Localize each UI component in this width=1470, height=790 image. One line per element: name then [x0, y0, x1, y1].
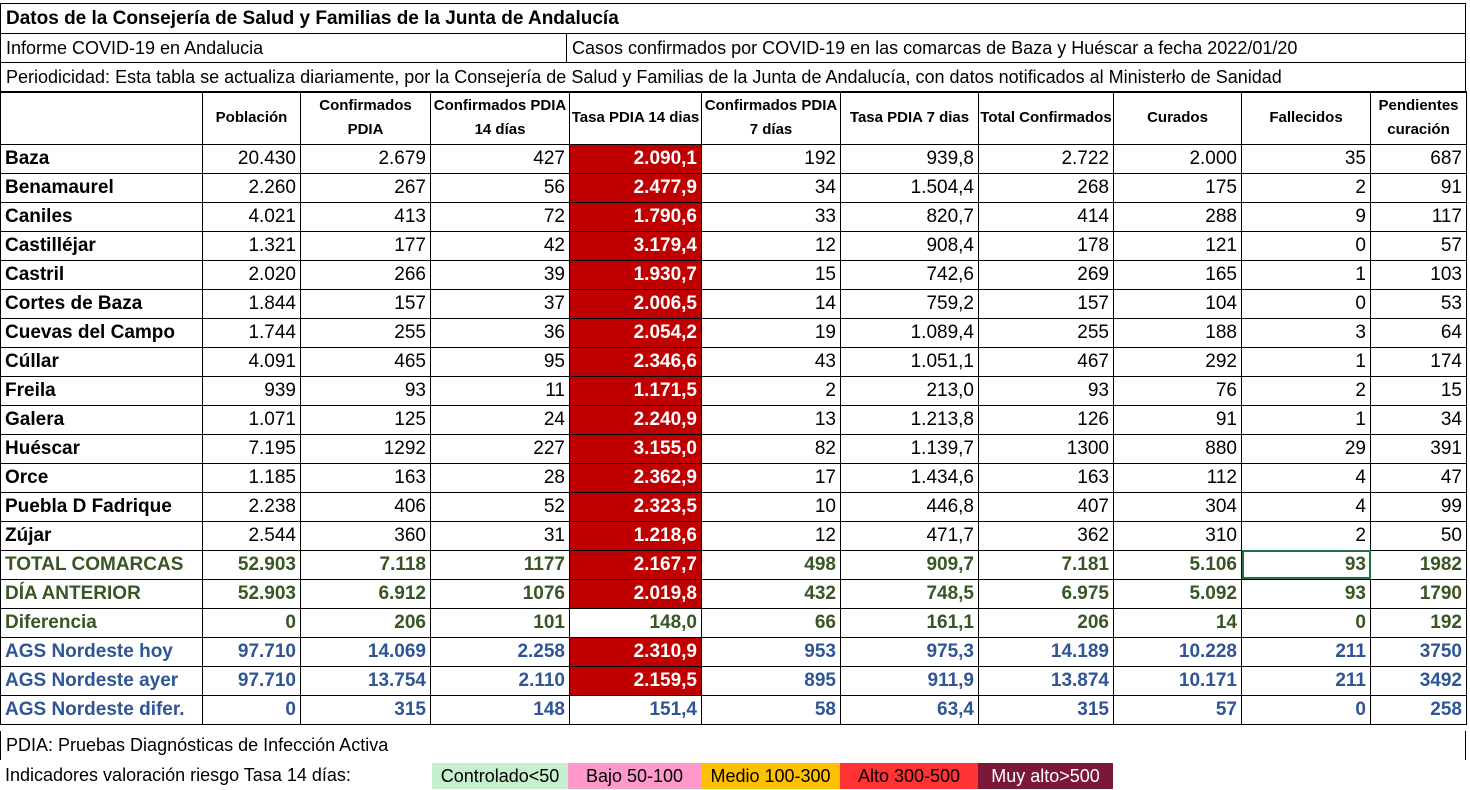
row-label[interactable]: Orce [1, 463, 203, 492]
municipality-row [1, 231, 1467, 260]
cell[interactable]: 953 [702, 637, 841, 666]
cell[interactable]: 465 [301, 347, 431, 376]
municipality-row [1, 434, 1467, 463]
cell[interactable]: 13 [702, 405, 841, 434]
cell[interactable]: 3492 [1371, 666, 1467, 695]
cell[interactable]: 14 [702, 289, 841, 318]
column-header[interactable]: Tasa PDIA 7 dias [841, 92, 979, 144]
cell[interactable]: 432 [702, 579, 841, 608]
cell[interactable]: 5.092 [1114, 579, 1242, 608]
cell[interactable]: 9 [1242, 202, 1371, 231]
cell[interactable]: 37 [431, 289, 570, 318]
row-label[interactable]: Galera [1, 405, 203, 434]
cell[interactable]: 1.089,4 [841, 318, 979, 347]
cell[interactable]: 36 [431, 318, 570, 347]
cell[interactable]: 1 [1242, 347, 1371, 376]
cell[interactable]: 0 [1242, 695, 1371, 724]
row-label[interactable]: Diferencia [1, 608, 203, 637]
cell[interactable]: 288 [1114, 202, 1242, 231]
cell[interactable]: 413 [301, 202, 431, 231]
comarca-summary-row [1, 579, 1467, 608]
row-label[interactable]: Castilléjar [1, 231, 203, 260]
cell[interactable]: 467 [979, 347, 1114, 376]
cell[interactable]: 101 [431, 608, 570, 637]
cell[interactable]: 2.006,5 [570, 289, 702, 318]
risk-legend-swatch: Muy alto>500 [978, 763, 1113, 789]
column-header[interactable]: Pendientes curación [1371, 92, 1467, 144]
cell[interactable]: 1.185 [203, 463, 301, 492]
cell[interactable]: 121 [1114, 231, 1242, 260]
cell[interactable]: 91 [1114, 405, 1242, 434]
column-header[interactable]: Población [203, 92, 301, 144]
column-header[interactable]: Fallecidos [1242, 92, 1371, 144]
cell[interactable]: 126 [979, 405, 1114, 434]
cell[interactable]: 33 [702, 202, 841, 231]
report-title: Datos de la Consejería de Salud y Familias de la Junta de Andalucía [0, 3, 1466, 33]
cell[interactable]: 2.090,1 [570, 144, 702, 173]
cell[interactable]: 2 [1242, 173, 1371, 202]
cell[interactable]: 895 [702, 666, 841, 695]
cell[interactable]: 7.195 [203, 434, 301, 463]
cell[interactable]: 163 [979, 463, 1114, 492]
row-label[interactable]: Zújar [1, 521, 203, 550]
cell[interactable]: 1.790,6 [570, 202, 702, 231]
cell[interactable]: 31 [431, 521, 570, 550]
municipality-row [1, 492, 1467, 521]
cell[interactable]: 2.110 [431, 666, 570, 695]
cell[interactable]: 4.091 [203, 347, 301, 376]
cell[interactable]: 3.179,4 [570, 231, 702, 260]
cell[interactable]: 820,7 [841, 202, 979, 231]
row-label[interactable]: Cúllar [1, 347, 203, 376]
cell[interactable]: 64 [1371, 318, 1467, 347]
municipality-row [1, 405, 1467, 434]
cell[interactable]: 266 [301, 260, 431, 289]
cell[interactable]: 427 [431, 144, 570, 173]
cell[interactable]: 17 [702, 463, 841, 492]
cell[interactable]: 2 [1242, 521, 1371, 550]
risk-legend-row [0, 761, 1466, 790]
row-label[interactable]: Cuevas del Campo [1, 318, 203, 347]
cell[interactable]: 97.710 [203, 666, 301, 695]
comarca-summary-row [1, 608, 1467, 637]
cell[interactable]: 10.171 [1114, 666, 1242, 695]
row-label[interactable]: Huéscar [1, 434, 203, 463]
cell[interactable]: 35 [1242, 144, 1371, 173]
cell[interactable]: 1.744 [203, 318, 301, 347]
cell[interactable]: 268 [979, 173, 1114, 202]
cell[interactable]: 14 [1114, 608, 1242, 637]
cell[interactable]: 1076 [431, 579, 570, 608]
report-info-row [0, 33, 1466, 62]
cell[interactable]: 165 [1114, 260, 1242, 289]
row-label[interactable]: TOTAL COMARCAS [1, 550, 203, 579]
cell[interactable]: 2.167,7 [570, 550, 702, 579]
cell[interactable]: 157 [979, 289, 1114, 318]
cell[interactable]: 28 [431, 463, 570, 492]
column-header[interactable]: Curados [1114, 92, 1242, 144]
column-header[interactable]: Confirmados PDIA 14 días [431, 92, 570, 144]
risk-legend-swatch: Bajo 50-100 [568, 763, 701, 789]
cell[interactable]: 66 [702, 608, 841, 637]
row-label[interactable]: Caniles [1, 202, 203, 231]
cell[interactable]: 1292 [301, 434, 431, 463]
cell[interactable]: 2.323,5 [570, 492, 702, 521]
cell[interactable]: 175 [1114, 173, 1242, 202]
municipality-row [1, 173, 1467, 202]
cell[interactable]: 97.710 [203, 637, 301, 666]
cell[interactable]: 2.544 [203, 521, 301, 550]
cell[interactable]: 1790 [1371, 579, 1467, 608]
cell[interactable]: 15 [1371, 376, 1467, 405]
cell[interactable]: 157 [301, 289, 431, 318]
cell[interactable]: 53 [1371, 289, 1467, 318]
cell[interactable]: 2.722 [979, 144, 1114, 173]
cell[interactable]: 192 [1371, 608, 1467, 637]
cell[interactable]: 3.155,0 [570, 434, 702, 463]
cell[interactable]: 498 [702, 550, 841, 579]
cell[interactable]: 15 [702, 260, 841, 289]
header-blank[interactable] [1, 92, 203, 144]
ags-summary-row [1, 637, 1467, 666]
cell[interactable]: 4 [1242, 463, 1371, 492]
cell[interactable]: 2.019,8 [570, 579, 702, 608]
cell[interactable]: 2.000 [1114, 144, 1242, 173]
cell[interactable]: 4.021 [203, 202, 301, 231]
cell[interactable]: 880 [1114, 434, 1242, 463]
cell[interactable]: 360 [301, 521, 431, 550]
municipality-row [1, 463, 1467, 492]
cell[interactable]: 269 [979, 260, 1114, 289]
row-label[interactable]: Freila [1, 376, 203, 405]
cell[interactable]: 911,9 [841, 666, 979, 695]
risk-legend-label: Indicadores valoración riesgo Tasa 14 días: [5, 765, 351, 785]
cell[interactable]: 315 [301, 695, 431, 724]
municipality-row [1, 521, 1467, 550]
cell[interactable]: 52 [431, 492, 570, 521]
cell[interactable]: 14.189 [979, 637, 1114, 666]
cell[interactable]: 414 [979, 202, 1114, 231]
cell[interactable]: 177 [301, 231, 431, 260]
cell[interactable]: 93 [1242, 579, 1371, 608]
cell[interactable]: 0 [203, 608, 301, 637]
cell[interactable]: 91 [1371, 173, 1467, 202]
row-label[interactable]: AGS Nordeste difer. [1, 695, 203, 724]
municipality-row [1, 289, 1467, 318]
cell[interactable]: 192 [702, 144, 841, 173]
cell[interactable]: 12 [702, 231, 841, 260]
cell[interactable]: 2.238 [203, 492, 301, 521]
cell[interactable]: 178 [979, 231, 1114, 260]
cell[interactable]: 1300 [979, 434, 1114, 463]
row-label[interactable]: DÍA ANTERIOR [1, 579, 203, 608]
cell[interactable]: 292 [1114, 347, 1242, 376]
cell[interactable]: 1.218,6 [570, 521, 702, 550]
cell[interactable]: 112 [1114, 463, 1242, 492]
cell[interactable]: 52.903 [203, 550, 301, 579]
cell[interactable]: 76 [1114, 376, 1242, 405]
cell[interactable]: 95 [431, 347, 570, 376]
cell[interactable]: 4 [1242, 492, 1371, 521]
cell[interactable]: 1.844 [203, 289, 301, 318]
cell[interactable]: 391 [1371, 434, 1467, 463]
cell[interactable]: 6.912 [301, 579, 431, 608]
cell[interactable]: 151,4 [570, 695, 702, 724]
municipality-row [1, 260, 1467, 289]
row-label[interactable]: Benamaurel [1, 173, 203, 202]
cell[interactable]: 93 [301, 376, 431, 405]
cell[interactable]: 2 [1242, 376, 1371, 405]
cell[interactable]: 57 [1114, 695, 1242, 724]
risk-legend-swatch: Controlado<50 [432, 763, 568, 789]
cell[interactable]: 213,0 [841, 376, 979, 405]
cell[interactable]: 7.118 [301, 550, 431, 579]
cell[interactable]: 3 [1242, 318, 1371, 347]
cell[interactable]: 310 [1114, 521, 1242, 550]
cell[interactable]: 1.071 [203, 405, 301, 434]
cell[interactable]: 117 [1371, 202, 1467, 231]
cell[interactable]: 0 [1242, 289, 1371, 318]
cell[interactable]: 39 [431, 260, 570, 289]
cell[interactable]: 161,1 [841, 608, 979, 637]
column-header[interactable]: Total Confirmados [979, 92, 1114, 144]
cell[interactable]: 446,8 [841, 492, 979, 521]
cell[interactable]: 11 [431, 376, 570, 405]
cell[interactable]: 1 [1242, 260, 1371, 289]
cell[interactable]: 909,7 [841, 550, 979, 579]
cell[interactable]: 908,4 [841, 231, 979, 260]
ags-summary-row [1, 666, 1467, 695]
cell[interactable]: 315 [979, 695, 1114, 724]
cell[interactable]: 104 [1114, 289, 1242, 318]
cell[interactable]: 255 [301, 318, 431, 347]
cell[interactable]: 10.228 [1114, 637, 1242, 666]
row-label[interactable]: AGS Nordeste hoy [1, 637, 203, 666]
row-label[interactable]: Castril [1, 260, 203, 289]
cell[interactable]: 7.181 [979, 550, 1114, 579]
municipality-row [1, 318, 1467, 347]
municipality-row [1, 347, 1467, 376]
cell[interactable]: 63,4 [841, 695, 979, 724]
cell[interactable]: 24 [431, 405, 570, 434]
cell[interactable]: 304 [1114, 492, 1242, 521]
cell[interactable]: 2.240,9 [570, 405, 702, 434]
cell[interactable]: 939 [203, 376, 301, 405]
cell[interactable]: 2.258 [431, 637, 570, 666]
cell[interactable]: 148 [431, 695, 570, 724]
cell[interactable]: 1982 [1371, 550, 1467, 579]
cell[interactable]: 362 [979, 521, 1114, 550]
cell[interactable]: 258 [1371, 695, 1467, 724]
cell[interactable]: 255 [979, 318, 1114, 347]
cell[interactable]: 58 [702, 695, 841, 724]
cell[interactable]: 29 [1242, 434, 1371, 463]
comarca-summary-row [1, 550, 1467, 579]
cell[interactable]: 47 [1371, 463, 1467, 492]
cell[interactable]: 125 [301, 405, 431, 434]
cell[interactable]: 471,7 [841, 521, 979, 550]
municipality-row [1, 144, 1467, 173]
cell[interactable]: 2.346,6 [570, 347, 702, 376]
cell[interactable]: 206 [301, 608, 431, 637]
cell[interactable]: 211 [1242, 637, 1371, 666]
cell[interactable]: 2.679 [301, 144, 431, 173]
cell[interactable]: 407 [979, 492, 1114, 521]
cell[interactable]: 72 [431, 202, 570, 231]
cell[interactable]: 1.321 [203, 231, 301, 260]
row-label[interactable]: Baza [1, 144, 203, 173]
covid-data-table [0, 91, 1467, 725]
risk-legend-swatch: Alto 300-500 [840, 763, 978, 789]
cell[interactable]: 0 [1242, 231, 1371, 260]
cell[interactable]: 1.051,1 [841, 347, 979, 376]
risk-legend-swatch: Medio 100-300 [701, 763, 840, 789]
pdia-note: PDIA: Pruebas Diagnósticas de Infección Activa [0, 731, 1466, 760]
column-header[interactable]: Confirmados PDIA [301, 92, 431, 144]
cell[interactable]: 2 [702, 376, 841, 405]
cell[interactable]: 82 [702, 434, 841, 463]
cell[interactable]: 1.139,7 [841, 434, 979, 463]
column-header[interactable]: Tasa PDIA 14 dias [570, 92, 702, 144]
cell[interactable]: 13.874 [979, 666, 1114, 695]
cell[interactable]: 742,6 [841, 260, 979, 289]
cell[interactable]: 6.975 [979, 579, 1114, 608]
cell[interactable]: 1.434,6 [841, 463, 979, 492]
cell[interactable]: 0 [203, 695, 301, 724]
cell[interactable]: 57 [1371, 231, 1467, 260]
cell[interactable]: 163 [301, 463, 431, 492]
cell[interactable]: 406 [301, 492, 431, 521]
cell[interactable]: 0 [1242, 608, 1371, 637]
row-label[interactable]: Cortes de Baza [1, 289, 203, 318]
cell[interactable]: 93 [1242, 550, 1371, 579]
cell[interactable]: 3750 [1371, 637, 1467, 666]
row-label[interactable]: Puebla D Fadrique [1, 492, 203, 521]
cell[interactable]: 2.054,2 [570, 318, 702, 347]
cell[interactable]: 56 [431, 173, 570, 202]
cell[interactable]: 50 [1371, 521, 1467, 550]
cell[interactable]: 148,0 [570, 608, 702, 637]
municipality-row [1, 202, 1467, 231]
cell[interactable]: 211 [1242, 666, 1371, 695]
column-header[interactable]: Confirmados PDIA 7 días [702, 92, 841, 144]
cell[interactable]: 52.903 [203, 579, 301, 608]
cell[interactable]: 975,3 [841, 637, 979, 666]
cell[interactable]: 2.310,9 [570, 637, 702, 666]
row-label[interactable]: AGS Nordeste ayer [1, 666, 203, 695]
report-subject: Casos confirmados por COVID-19 en las comarcas de Baza y Huéscar a fecha 2022/01/20 [566, 34, 1297, 62]
cell[interactable]: 34 [1371, 405, 1467, 434]
cell[interactable]: 188 [1114, 318, 1242, 347]
cell[interactable]: 748,5 [841, 579, 979, 608]
cell[interactable]: 939,8 [841, 144, 979, 173]
cell[interactable]: 1.504,4 [841, 173, 979, 202]
cell[interactable]: 14.069 [301, 637, 431, 666]
cell[interactable]: 93 [979, 376, 1114, 405]
cell[interactable]: 1.930,7 [570, 260, 702, 289]
cell[interactable]: 1.171,5 [570, 376, 702, 405]
municipality-row [1, 376, 1467, 405]
cell[interactable]: 227 [431, 434, 570, 463]
cell[interactable]: 103 [1371, 260, 1467, 289]
cell[interactable]: 2.020 [203, 260, 301, 289]
cell[interactable]: 19 [702, 318, 841, 347]
cell[interactable]: 12 [702, 521, 841, 550]
cell[interactable]: 2.260 [203, 173, 301, 202]
periodicity-note: Periodicidad: Esta tabla se actualiza diariamente, por la Consejería de Salud y Familias de la Junta de Andalucía, con datos notificados al Ministerło de Sanidad [0, 62, 1466, 91]
report-name: Informe COVID-19 en Andalucia [6, 38, 264, 58]
cell[interactable]: 687 [1371, 144, 1467, 173]
cell[interactable]: 1177 [431, 550, 570, 579]
cell[interactable]: 1 [1242, 405, 1371, 434]
cell[interactable]: 174 [1371, 347, 1467, 376]
cell[interactable]: 43 [702, 347, 841, 376]
header-row [1, 92, 1467, 144]
cell[interactable]: 13.754 [301, 666, 431, 695]
cell[interactable]: 759,2 [841, 289, 979, 318]
cell[interactable]: 267 [301, 173, 431, 202]
cell[interactable]: 5.106 [1114, 550, 1242, 579]
cell[interactable]: 2.362,9 [570, 463, 702, 492]
cell[interactable]: 1.213,8 [841, 405, 979, 434]
cell[interactable]: 10 [702, 492, 841, 521]
cell[interactable]: 99 [1371, 492, 1467, 521]
cell[interactable]: 2.477,9 [570, 173, 702, 202]
cell[interactable]: 20.430 [203, 144, 301, 173]
cell[interactable]: 206 [979, 608, 1114, 637]
cell[interactable]: 2.159,5 [570, 666, 702, 695]
cell[interactable]: 42 [431, 231, 570, 260]
ags-summary-row [1, 695, 1467, 724]
cell[interactable]: 34 [702, 173, 841, 202]
